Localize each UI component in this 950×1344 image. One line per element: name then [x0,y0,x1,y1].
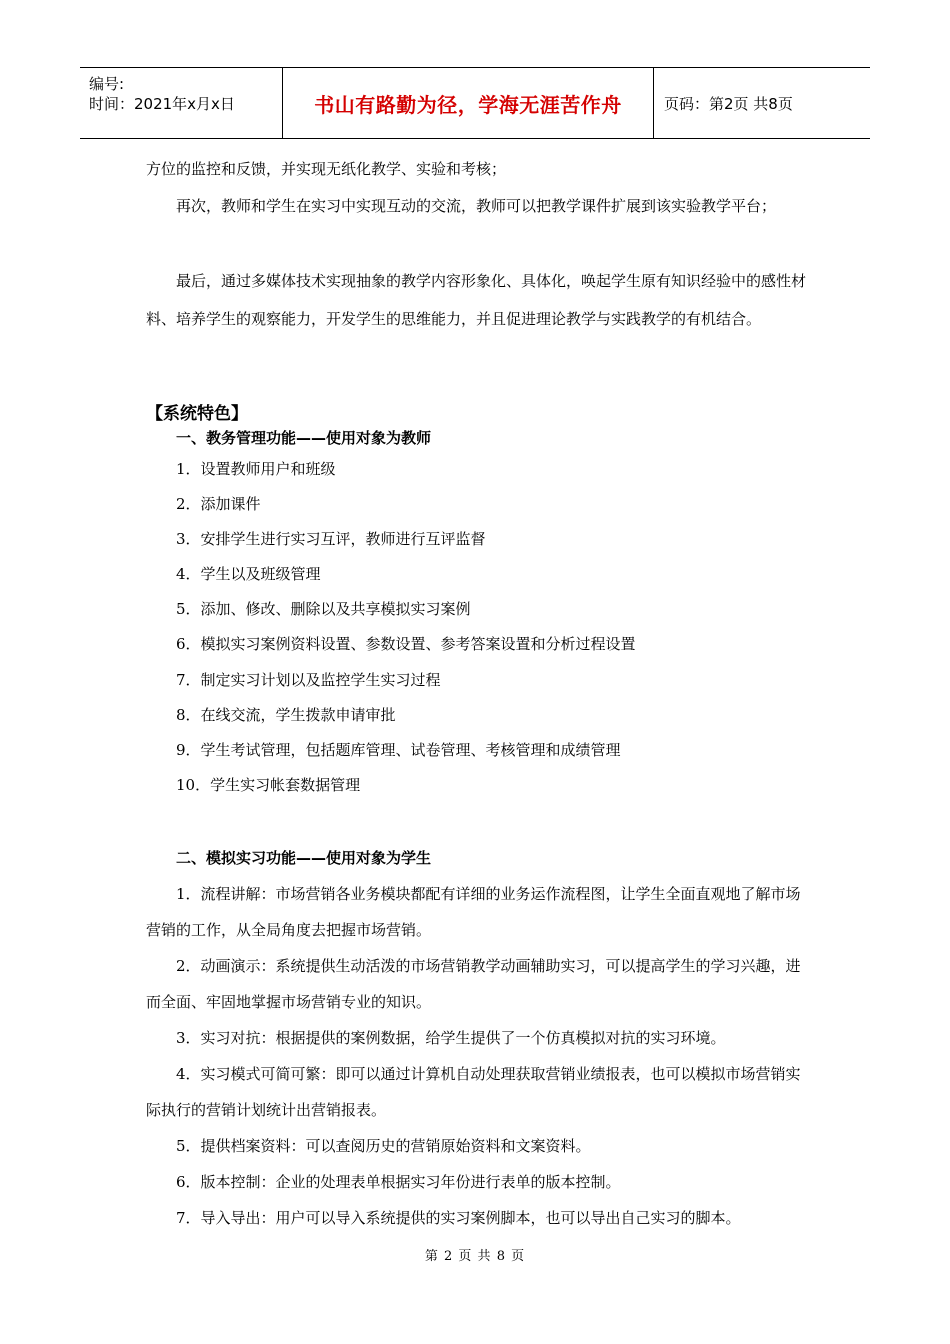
page-info: 页码：第2页 共8页 [664,94,793,113]
intro-paragraph-3: 最后，通过多媒体技术实现抽象的教学内容形象化、具体化，唤起学生原有知识经验中的感性材料、培养学生的观察能力，开发学生的思维能力，并且促进理论教学与实践教学的有机结合。 [146,272,807,328]
time-label: 时间：2021年x月x日 [89,95,235,113]
section2-title: 二、模拟实习功能——使用对象为学生 [176,849,432,867]
list-item: 10．学生实习帐套数据管理 [176,775,361,794]
list-item: 3．安排学生进行实习互评，教师进行互评监督 [176,530,486,549]
list-item: 9．学生考试管理，包括题库管理、试卷管理、考核管理和成绩管理 [176,740,621,759]
header-motto-cell [282,68,654,138]
section1-title: 一、教务管理功能——使用对象为教师 [176,429,432,447]
list-item: 8．在线交流，学生拨款申请审批 [176,705,396,724]
header-left-cell [80,68,282,138]
list-item: 1．流程讲解：市场营销各业务模块都配有详细的业务运作流程图，让学生全面直观地了解市场营销的工作，从全局角度去把握市场营销。 [146,885,801,939]
list-item: 6．版本控制：企业的处理表单根据实习年份进行表单的版本控制。 [176,1173,621,1191]
list-item: 2．添加课件 [176,495,261,514]
list-item: 7．制定实习计划以及监控学生实习过程 [176,670,441,689]
header-right-cell [654,68,870,138]
teacher-feature-list [176,452,816,803]
list-item: 7．导入导出：用户可以导入系统提供的实习案例脚本，也可以导出自己实习的脚本。 [176,1209,741,1227]
page-footer: 第 2 页 共 8 页 [424,1249,526,1264]
list-item: 4．学生以及班级管理 [176,565,321,584]
list-item: 5．添加、修改、删除以及共享模拟实习案例 [176,600,471,619]
list-item: 4．实习模式可简可繁：即可以通过计算机自动处理获取营销业绩报表，也可以模拟市场营销实际执行的营销计划统计出营销报表。 [146,1065,801,1119]
list-item: 5．提供档案资料：可以查阅历史的营销原始资料和文案资料。 [176,1137,591,1155]
list-item: 2．动画演示：系统提供生动活泼的市场营销教学动画辅助实习，可以提高学生的学习兴趣，进而全面、牢固地掌握市场营销专业的知识。 [146,957,801,1011]
list-item: 1．设置教师用户和班级 [176,460,336,478]
intro-paragraph-2: 再次，教师和学生在实习中实现互动的交流，教师可以把教学课件扩展到该实验教学平台； [176,197,777,215]
student-feature-list [146,876,810,1236]
list-item: 6．模拟实习案例资料设置、参数设置、参考答案设置和分析过程设置 [176,635,636,654]
number-label: 编号: [89,75,125,93]
features-title: 【系统特色】 [146,404,248,424]
intro-paragraph-1: 方位的监控和反馈，并实现无纸化教学、实验和考核； [146,160,507,178]
list-item: 3．实习对抗：根据提供的案例数据，给学生提供了一个仿真模拟对抗的实习环境。 [176,1029,726,1047]
motto-text: 书山有路勤为径，学海无涯苦作舟 [314,92,622,117]
page-header [80,67,870,139]
